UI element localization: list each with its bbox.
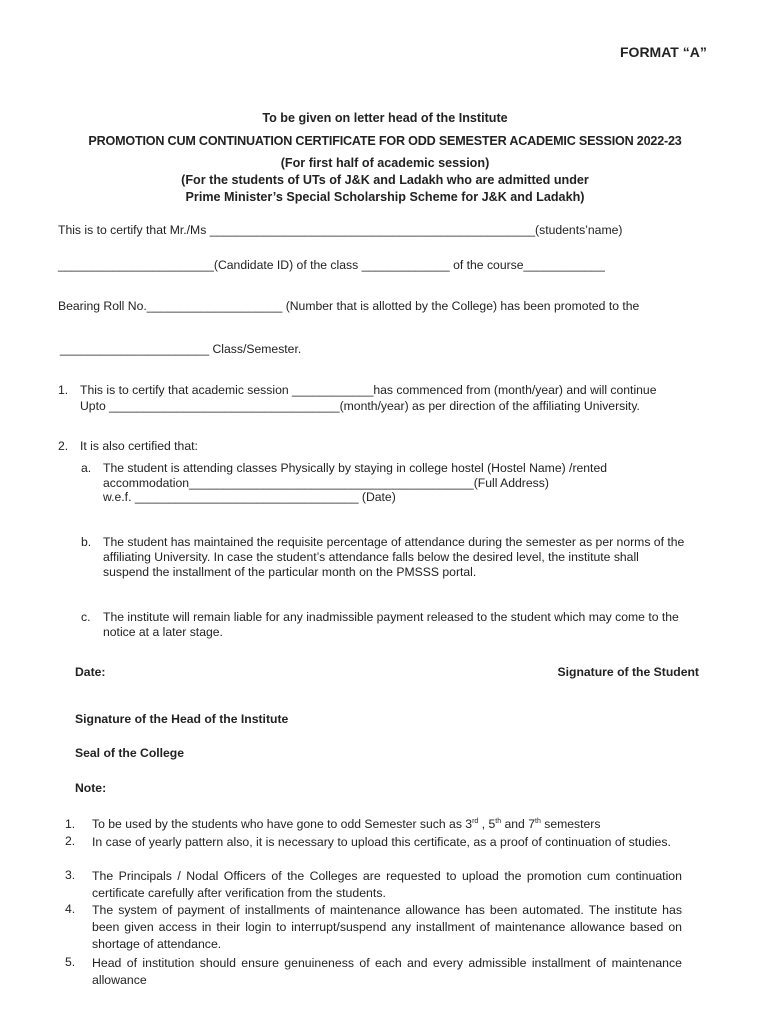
note-3-text: The Principals / Nodal Officers of the Colleges are requested to upload the promotion cum continuation certificate carefully after verification from the students. (92, 869, 682, 900)
note-4-text: The system of payment of installments of maintenance allowance has been automated. The institute has been given access in their login to interrupt/suspend any installment of maintenance allowance based on shortage of attendance. (92, 903, 682, 951)
item-b-line-3: suspend the installment of the particular month on the PMSSS portal. (103, 565, 477, 579)
letterhead-instruction: To be given on letter head of the Institute (262, 111, 508, 125)
certify-line-name: This is to certify that Mr./Ms ________________________________________________(students’name) (58, 223, 623, 237)
item-b-line-1: The student has maintained the requisite percentage of attendance during the semester as per norms of the (103, 535, 685, 549)
item-a-line-3: w.e.f. _________________________________ (Date) (103, 490, 396, 504)
item-b-letter: b. (81, 535, 92, 549)
item-2-number: 2. (58, 439, 69, 453)
item-a-line-1: The student is attending classes Physically by staying in college hostel (Hostel Name) /rented (103, 461, 608, 475)
subtitle-students: (For the students of UTs of J&K and Ladakh who are admitted under (181, 173, 589, 187)
item-1-line-1: This is to certify that academic session ____________has commenced from (month/year) and will continue (80, 383, 657, 397)
format-label: FORMAT “A” (620, 44, 707, 60)
college-seal-label: Seal of the College (75, 746, 185, 760)
subtitle-scheme: Prime Minister’s Special Scholarship Scheme for J&K and Ladakh) (185, 190, 585, 204)
item-c-letter: c. (81, 610, 91, 624)
item-c-line-2: notice at a later stage. (103, 625, 223, 639)
note-5-number: 5. (65, 955, 76, 969)
item-1-number: 1. (58, 383, 69, 397)
certify-line-roll: Bearing Roll No.____________________ (Number that is allotted by the College) has been promoted to the (58, 299, 640, 313)
item-c-line-1: The institute will remain liable for any inadmissible payment released to the student which may come to the (103, 610, 679, 624)
note-2-text: In case of yearly pattern also, it is necessary to upload this certificate, as a proof of continuation of studies. (92, 835, 671, 849)
note-label: Note: (75, 781, 107, 795)
note-1-text: To be used by the students who have gone to odd Semester such as 3rd , 5th and 7th semesters (92, 817, 601, 831)
subtitle-session: (For first half of academic session) (280, 156, 490, 170)
head-signature-label: Signature of the Head of the Institute (75, 712, 289, 726)
note-2-number: 2. (65, 834, 76, 848)
certify-line-candidate: _______________________(Candidate ID) of the class _____________ of the course____________ (58, 258, 605, 272)
certify-line-class: ______________________ Class/Semester. (60, 342, 302, 356)
certificate-title: PROMOTION CUM CONTINUATION CERTIFICATE FOR ODD SEMESTER ACADEMIC SESSION 2022-23 (88, 134, 682, 148)
note-1-number: 1. (65, 817, 76, 831)
note-3-number: 3. (65, 868, 76, 882)
date-label: Date: (75, 665, 106, 679)
item-a-line-2: accommodation__________________________________________(Full Address) (103, 476, 549, 490)
note-5-text: Head of institution should ensure genuineness of each and every admissible installment of maintenance allowance (92, 956, 682, 987)
item-b-line-2: affiliating University. In case the student’s attendance falls below the desired level, the institute shall (103, 550, 639, 564)
item-1-line-2: Upto __________________________________(month/year) as per direction of the affiliating University. (80, 399, 640, 413)
note-4-number: 4. (65, 902, 76, 916)
item-a-letter: a. (81, 461, 92, 475)
student-signature-label: Signature of the Student (557, 665, 699, 679)
item-2-line-1: It is also certified that: (80, 439, 198, 453)
